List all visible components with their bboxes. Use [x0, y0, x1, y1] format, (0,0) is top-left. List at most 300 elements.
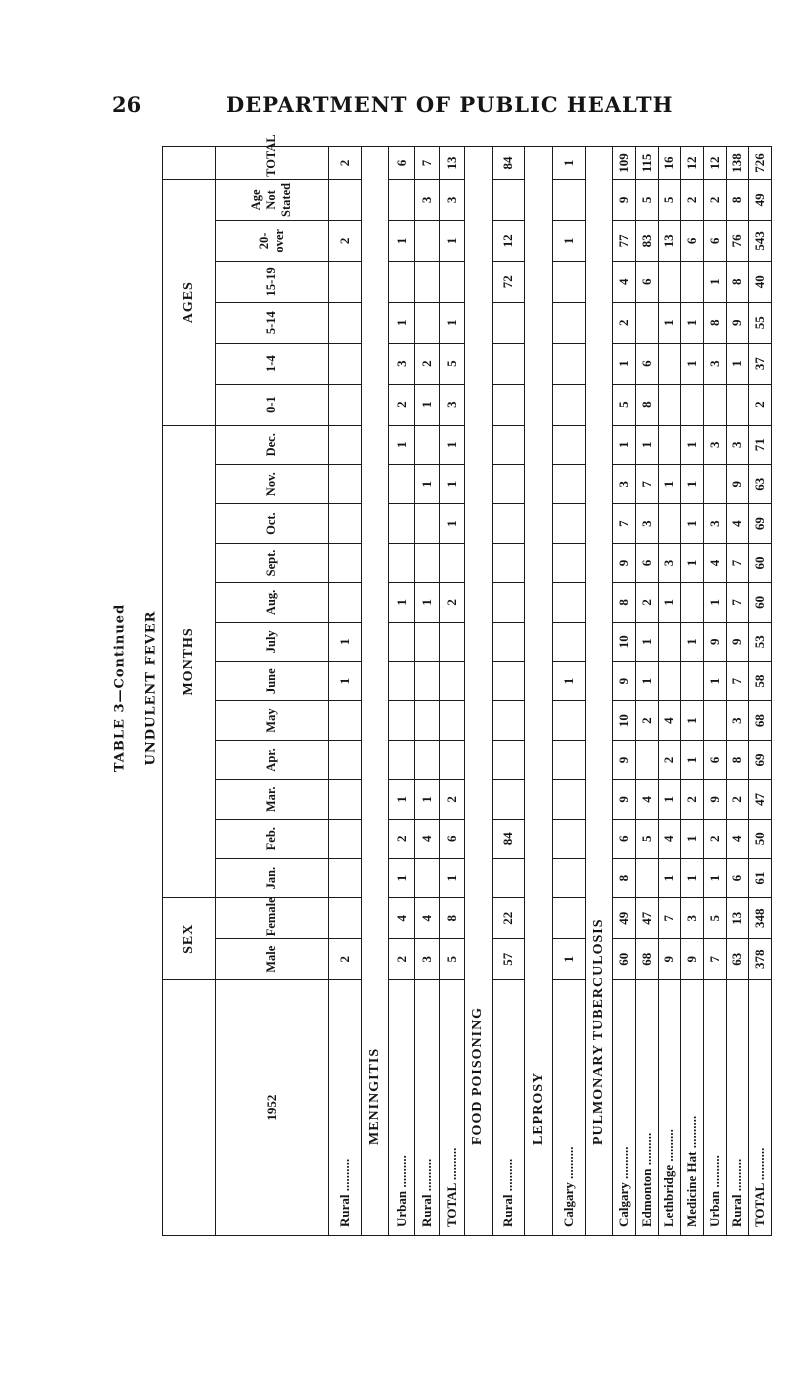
table-cell: 543 — [749, 220, 772, 261]
table-cell — [552, 543, 585, 582]
group-header-row — [163, 147, 216, 1236]
table-cell: 3 — [726, 701, 749, 740]
table-cell: 4 — [613, 261, 636, 302]
table-cell: 9 — [613, 780, 636, 819]
table-cell: 1 — [389, 220, 414, 261]
table-cell: 1 — [635, 661, 658, 700]
table-cell: 3 — [635, 504, 658, 543]
table-cell — [492, 504, 525, 543]
table-cell: 726 — [749, 147, 772, 180]
table-cell — [329, 701, 362, 740]
table-cell: 1 — [414, 583, 439, 622]
table-cell: 2 — [329, 147, 362, 180]
table-row — [414, 147, 439, 1236]
column-header: Age Not Stated — [215, 179, 328, 220]
table-cell: 69 — [749, 740, 772, 779]
section-row — [585, 147, 613, 1236]
table-cell: 8 — [439, 898, 464, 939]
table-cell — [552, 343, 585, 384]
table-row — [658, 147, 681, 1236]
section-heading: FOOD POISONING — [464, 147, 492, 1236]
column-header: Feb. — [215, 819, 328, 858]
table-cell: 7 — [613, 504, 636, 543]
section-row — [361, 147, 389, 1236]
table-cell — [389, 661, 414, 700]
table-cell: 8 — [726, 740, 749, 779]
table-cell — [681, 661, 704, 700]
table-cell: 61 — [749, 858, 772, 897]
section-heading: MENINGITIS — [361, 147, 389, 1236]
table-cell: 1 — [726, 343, 749, 384]
table-cell: 2 — [703, 179, 726, 220]
table-cell: 2 — [389, 939, 414, 980]
table-cell: 4 — [726, 819, 749, 858]
table-cell — [681, 583, 704, 622]
table-cell: 16 — [658, 147, 681, 180]
page-number: 26 — [112, 92, 142, 117]
column-header: Nov. — [215, 465, 328, 504]
table-cell: 2 — [681, 780, 704, 819]
table-cell: 4 — [414, 819, 439, 858]
table-cell: 1 — [613, 343, 636, 384]
table-cell: 6 — [635, 343, 658, 384]
table-cell: 7 — [726, 661, 749, 700]
table-cell: 5 — [635, 819, 658, 858]
table-cell: 1 — [681, 858, 704, 897]
table-cell: 1 — [658, 302, 681, 343]
table-cell: 3 — [658, 543, 681, 582]
table-cell — [552, 302, 585, 343]
table-cell — [389, 543, 414, 582]
table-cell: 1 — [389, 583, 414, 622]
table-cell: 9 — [613, 661, 636, 700]
table-cell: 3 — [703, 425, 726, 465]
table-cell: 12 — [703, 147, 726, 180]
table-cell: 6 — [389, 147, 414, 180]
table-cell — [414, 740, 439, 779]
table-cell: 2 — [749, 384, 772, 425]
table-cell — [389, 622, 414, 661]
table-cell — [439, 261, 464, 302]
table-cell — [492, 343, 525, 384]
table-cell — [329, 583, 362, 622]
column-header: Dec. — [215, 425, 328, 465]
table-cell: 37 — [749, 343, 772, 384]
corner-cell — [163, 980, 216, 1236]
table-cell — [329, 343, 362, 384]
table-cell: 7 — [726, 543, 749, 582]
table-cell: 4 — [414, 898, 439, 939]
table-cell — [414, 622, 439, 661]
table-cell: 68 — [749, 701, 772, 740]
row-label: Urban .......... — [389, 980, 414, 1236]
table-cell: 8 — [613, 858, 636, 897]
column-header: 5-14 — [215, 302, 328, 343]
table-cell: 3 — [414, 179, 439, 220]
table-cell: 71 — [749, 425, 772, 465]
table-cell: 58 — [749, 661, 772, 700]
section-row — [464, 147, 492, 1236]
table-cell: 1 — [703, 661, 726, 700]
table-cell: 3 — [439, 179, 464, 220]
table-cell: 10 — [613, 622, 636, 661]
table-cell: 6 — [613, 819, 636, 858]
row-label: Calgary .......... — [613, 980, 636, 1236]
table-cell: 2 — [329, 939, 362, 980]
table-cell: 109 — [613, 147, 636, 180]
table-cell — [658, 661, 681, 700]
table-cell — [492, 622, 525, 661]
table-cell: 8 — [635, 384, 658, 425]
table-cell: 47 — [749, 780, 772, 819]
section-heading: PULMONARY TUBERCULOSIS — [585, 147, 613, 1236]
table-cell: 72 — [492, 261, 525, 302]
table-cell: 1 — [439, 220, 464, 261]
table-cell — [552, 179, 585, 220]
table-cell — [703, 384, 726, 425]
table-cell: 1 — [703, 858, 726, 897]
table-cell — [492, 465, 525, 504]
table-cell: 9 — [681, 939, 704, 980]
table-cell — [329, 179, 362, 220]
table-cell: 6 — [635, 543, 658, 582]
table-cell: 138 — [726, 147, 749, 180]
table-cell: 1 — [389, 425, 414, 465]
table-cell — [439, 740, 464, 779]
table-cell — [658, 261, 681, 302]
table-cell — [414, 261, 439, 302]
table-cell: 1 — [658, 780, 681, 819]
table-cell: 1 — [329, 622, 362, 661]
table-cell: 13 — [439, 147, 464, 180]
table-cell: 5 — [658, 179, 681, 220]
table-cell — [658, 384, 681, 425]
section-heading: LEPROSY — [525, 147, 553, 1236]
table-cell: 60 — [613, 939, 636, 980]
table-row — [703, 147, 726, 1236]
table-cell — [658, 343, 681, 384]
table-cell: 8 — [726, 261, 749, 302]
table-cell — [329, 384, 362, 425]
table-cell — [658, 622, 681, 661]
row-label: Rural .......... — [726, 980, 749, 1236]
column-header: 15-19 — [215, 261, 328, 302]
column-header: TOTAL — [215, 147, 328, 180]
table-cell: 7 — [635, 465, 658, 504]
table-cell: 76 — [726, 220, 749, 261]
table-cell: 68 — [635, 939, 658, 980]
table-cell: 1 — [658, 465, 681, 504]
column-header: May — [215, 701, 328, 740]
table-cell — [492, 740, 525, 779]
table-cell: 1 — [552, 220, 585, 261]
table-cell — [552, 780, 585, 819]
table-cell: 4 — [658, 819, 681, 858]
table-cell — [703, 465, 726, 504]
table-cell: 2 — [681, 179, 704, 220]
table-cell — [414, 220, 439, 261]
table-cell — [552, 898, 585, 939]
table-cell: 50 — [749, 819, 772, 858]
table-cell — [492, 179, 525, 220]
ages-group-header: AGES — [163, 179, 216, 425]
table-cell: 63 — [749, 465, 772, 504]
table-row — [439, 147, 464, 1236]
table-cell: 1 — [552, 147, 585, 180]
sex-group-header: SEX — [163, 898, 216, 980]
table-cell: 60 — [749, 543, 772, 582]
table-cell — [329, 465, 362, 504]
table-cell: 5 — [703, 898, 726, 939]
table-cell: 2 — [389, 819, 414, 858]
table-row — [613, 147, 636, 1236]
table-cell: 348 — [749, 898, 772, 939]
table-cell: 84 — [492, 147, 525, 180]
table-cell: 5 — [439, 939, 464, 980]
table-row — [726, 147, 749, 1236]
row-label: Rural .......... — [329, 980, 362, 1236]
table-cell: 2 — [439, 780, 464, 819]
table-cell: 83 — [635, 220, 658, 261]
table-cell: 3 — [613, 465, 636, 504]
table-cell: 1 — [439, 465, 464, 504]
table-cell: 3 — [414, 939, 439, 980]
table-cell: 9 — [613, 179, 636, 220]
row-label: Rural .......... — [492, 980, 525, 1236]
table-cell: 1 — [681, 504, 704, 543]
table-cell: 1 — [681, 343, 704, 384]
table-row — [389, 147, 414, 1236]
table-cell: 63 — [726, 939, 749, 980]
table-cell: 3 — [681, 898, 704, 939]
table-cell: 1 — [635, 622, 658, 661]
column-header: Sept. — [215, 543, 328, 582]
table-cell: 9 — [703, 622, 726, 661]
table-cell: 13 — [658, 220, 681, 261]
table-cell — [389, 261, 414, 302]
table-cell: 8 — [613, 583, 636, 622]
table-cell — [552, 583, 585, 622]
table-cell — [492, 858, 525, 897]
table-cell — [552, 465, 585, 504]
table-cell — [389, 179, 414, 220]
column-header: Aug. — [215, 583, 328, 622]
table-cell: 1 — [681, 465, 704, 504]
table-cell — [389, 465, 414, 504]
table-cell: 2 — [414, 343, 439, 384]
table-cell: 1 — [681, 819, 704, 858]
table-cell: 9 — [613, 543, 636, 582]
table-row — [749, 147, 772, 1236]
table-cell — [552, 504, 585, 543]
table-cell — [703, 701, 726, 740]
column-header: Oct. — [215, 504, 328, 543]
table-cell — [329, 780, 362, 819]
table-cell: 1 — [681, 302, 704, 343]
table-row — [552, 147, 585, 1236]
table-cell — [681, 384, 704, 425]
table-cell — [329, 898, 362, 939]
table-cell — [414, 701, 439, 740]
table-cell: 6 — [681, 220, 704, 261]
table-cell — [329, 261, 362, 302]
table-cell: 1 — [681, 740, 704, 779]
row-label: Lethbridge .......... — [658, 980, 681, 1236]
table-cell: 5 — [439, 343, 464, 384]
table-cell — [635, 858, 658, 897]
table-cell — [329, 504, 362, 543]
total-group-header — [163, 147, 216, 180]
table-cell: 1 — [439, 302, 464, 343]
row-label: Medicine Hat .......... — [681, 980, 704, 1236]
table-cell: 12 — [492, 220, 525, 261]
table-cell — [329, 819, 362, 858]
year-header: 1952 — [215, 980, 328, 1236]
table-cell: 84 — [492, 819, 525, 858]
table-cell: 6 — [703, 220, 726, 261]
table-cell — [552, 261, 585, 302]
table-cell — [552, 740, 585, 779]
table-cell — [329, 740, 362, 779]
table-cell — [414, 858, 439, 897]
table-cell — [414, 661, 439, 700]
table-cell — [552, 622, 585, 661]
row-label: TOTAL .......... — [749, 980, 772, 1236]
table-caption: TABLE 3—Continued — [112, 603, 128, 773]
column-header: Female — [215, 898, 328, 939]
table-cell: 6 — [635, 261, 658, 302]
table-cell: 1 — [635, 425, 658, 465]
table-cell: 2 — [635, 701, 658, 740]
section-row — [525, 147, 553, 1236]
table-cell — [439, 543, 464, 582]
table-cell: 1 — [658, 583, 681, 622]
table-cell: 9 — [726, 302, 749, 343]
table-cell: 10 — [613, 701, 636, 740]
table-cell: 1 — [681, 701, 704, 740]
table-cell — [552, 858, 585, 897]
table-cell: 3 — [439, 384, 464, 425]
table-cell: 8 — [726, 179, 749, 220]
statistics-table — [162, 134, 772, 1236]
table-cell: 22 — [492, 898, 525, 939]
row-label: Urban .......... — [703, 980, 726, 1236]
table-cell: 1 — [389, 780, 414, 819]
column-header: June — [215, 661, 328, 700]
table-cell: 2 — [389, 384, 414, 425]
column-header: Apr. — [215, 740, 328, 779]
table-cell: 4 — [658, 701, 681, 740]
row-label: Edmonton .......... — [635, 980, 658, 1236]
table-cell: 7 — [726, 583, 749, 622]
table-cell: 1 — [552, 661, 585, 700]
table-cell: 9 — [658, 939, 681, 980]
table-row — [635, 147, 658, 1236]
table-cell: 2 — [726, 780, 749, 819]
table-cell — [329, 425, 362, 465]
table-cell: 1 — [414, 465, 439, 504]
table-cell: 3 — [703, 343, 726, 384]
table-cell: 2 — [329, 220, 362, 261]
table-cell: 1 — [552, 939, 585, 980]
table-cell: 4 — [703, 543, 726, 582]
column-header: 0-1 — [215, 384, 328, 425]
table-cell: 1 — [389, 858, 414, 897]
table-cell: 1 — [681, 425, 704, 465]
table-cell — [552, 701, 585, 740]
table-cell: 4 — [726, 504, 749, 543]
table-cell: 1 — [414, 780, 439, 819]
table-cell: 1 — [681, 622, 704, 661]
column-header: 20-over — [215, 220, 328, 261]
table-cell: 1 — [703, 583, 726, 622]
table-cell: 2 — [658, 740, 681, 779]
table-cell — [552, 425, 585, 465]
table-cell: 13 — [726, 898, 749, 939]
table-cell — [492, 425, 525, 465]
table-cell — [635, 740, 658, 779]
table-cell: 8 — [703, 302, 726, 343]
table-cell — [389, 504, 414, 543]
table-cell: 53 — [749, 622, 772, 661]
table-cell — [492, 302, 525, 343]
table-cell: 2 — [635, 583, 658, 622]
table-cell: 1 — [658, 858, 681, 897]
column-header-row — [215, 147, 328, 1236]
table-cell: 2 — [613, 302, 636, 343]
table-cell — [658, 504, 681, 543]
table-cell: 1 — [439, 425, 464, 465]
table-cell: 77 — [613, 220, 636, 261]
table-cell: 60 — [749, 583, 772, 622]
table-cell — [414, 504, 439, 543]
table-cell — [552, 384, 585, 425]
column-header: 1-4 — [215, 343, 328, 384]
table-cell — [552, 819, 585, 858]
table-cell — [726, 384, 749, 425]
months-group-header: MONTHS — [163, 425, 216, 898]
table-cell — [414, 302, 439, 343]
table-cell: 47 — [635, 898, 658, 939]
table-cell: 1 — [439, 858, 464, 897]
table-row — [681, 147, 704, 1236]
table-cell: 2 — [703, 819, 726, 858]
table-cell: 3 — [726, 425, 749, 465]
table-cell: 69 — [749, 504, 772, 543]
table-cell: 1 — [681, 543, 704, 582]
table-cell: 9 — [726, 465, 749, 504]
table-cell — [414, 543, 439, 582]
table-cell — [681, 261, 704, 302]
table-cell: 1 — [329, 661, 362, 700]
table-cell: 378 — [749, 939, 772, 980]
table-cell — [439, 661, 464, 700]
table-cell: 1 — [389, 302, 414, 343]
row-label: TOTAL .......... — [439, 980, 464, 1236]
table-cell: 7 — [414, 147, 439, 180]
table-cell: 3 — [389, 343, 414, 384]
table-cell: 1 — [613, 425, 636, 465]
table-cell — [439, 622, 464, 661]
table-cell: 4 — [389, 898, 414, 939]
column-header: Jan. — [215, 858, 328, 897]
table-cell: 40 — [749, 261, 772, 302]
column-header: July — [215, 622, 328, 661]
table-cell: 3 — [703, 504, 726, 543]
table-cell: 9 — [703, 780, 726, 819]
table-cell — [658, 425, 681, 465]
table-cell: 5 — [635, 179, 658, 220]
